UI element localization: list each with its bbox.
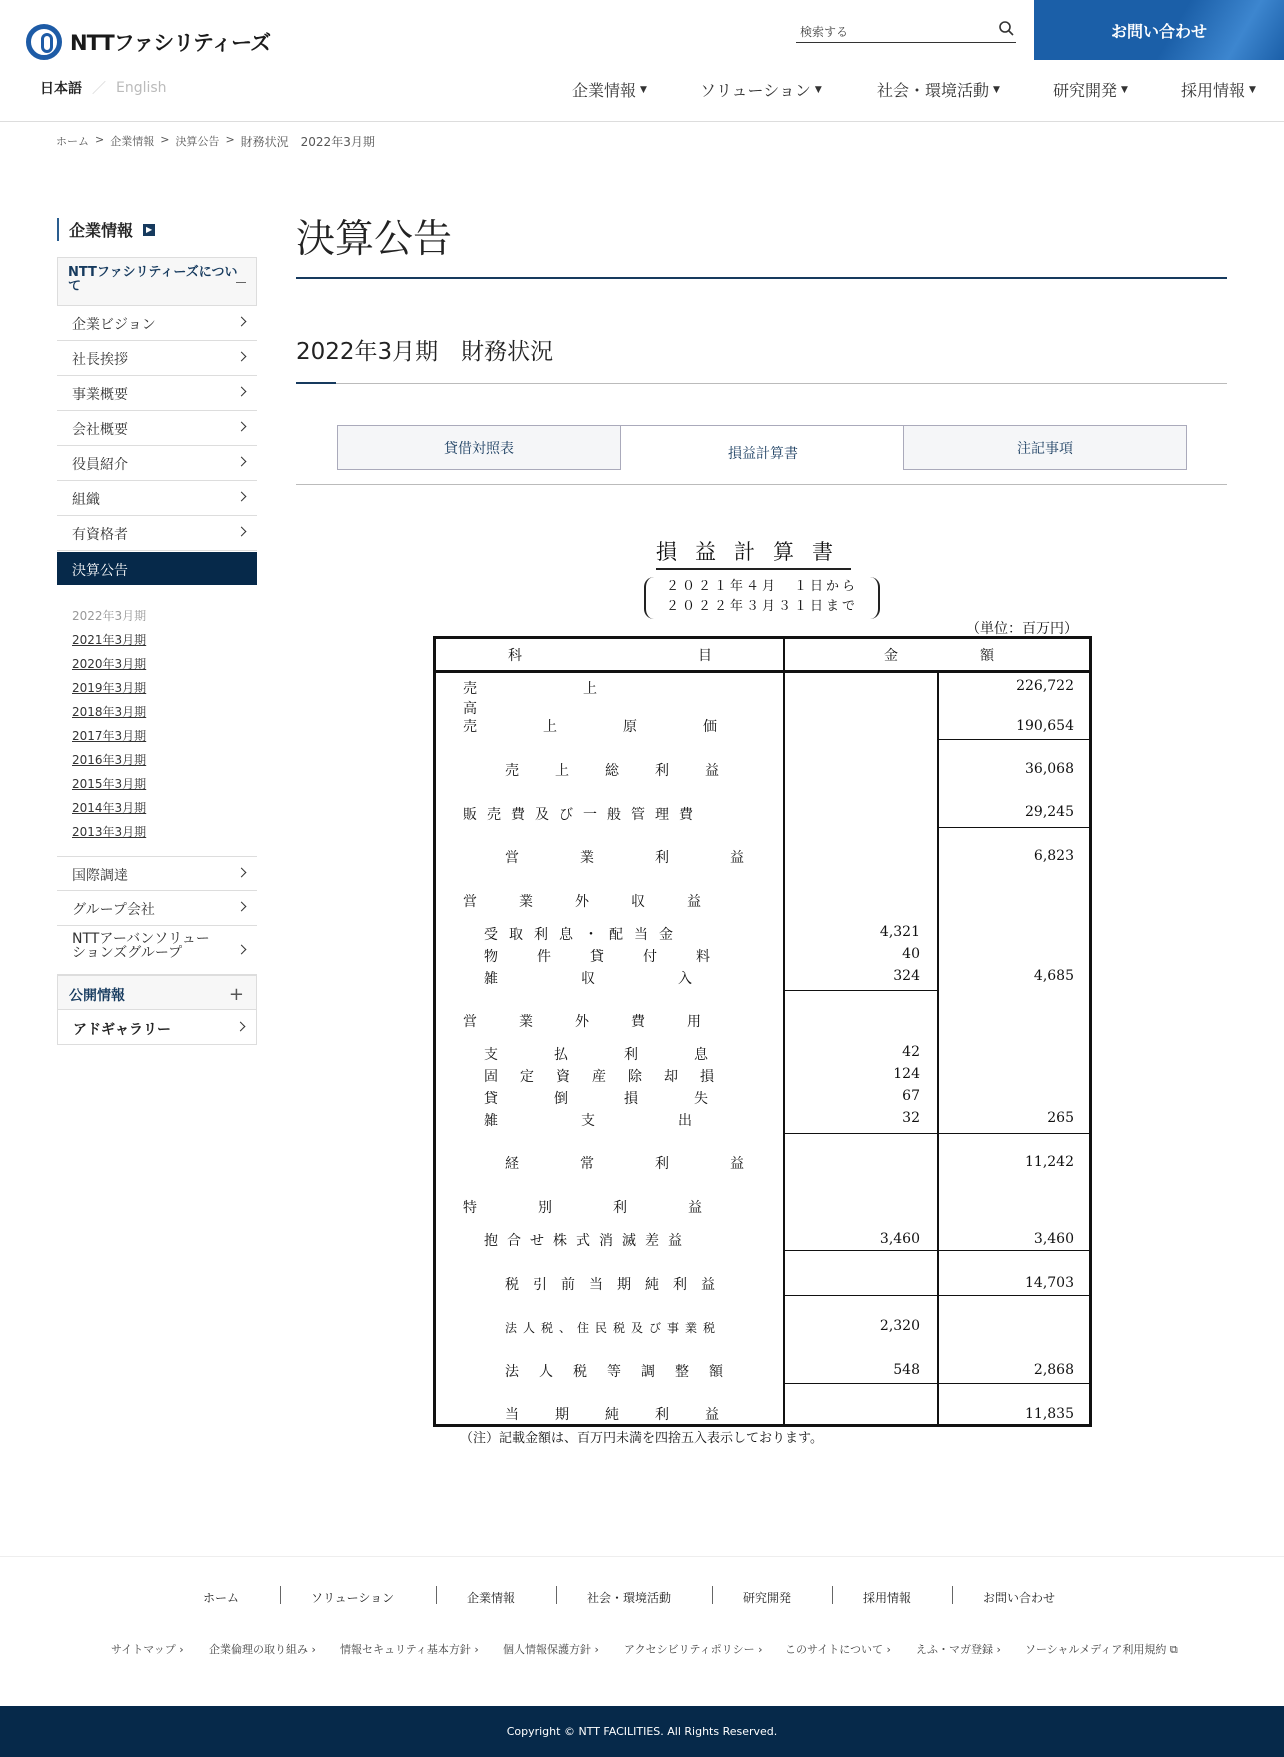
sidebar-item-label: 社長挨拶 (72, 352, 128, 368)
footer-nav-home[interactable]: ホーム (203, 1591, 240, 1605)
sidebar-item-label: 有資格者 (72, 527, 128, 543)
gnav-research[interactable] (1053, 78, 1128, 101)
sidebar-item-label: 決算公告 (72, 563, 128, 579)
site-logo[interactable] (26, 24, 270, 60)
sidebar-ad-gallery[interactable] (57, 1010, 257, 1045)
row-net-label: 当期純利益 (505, 1407, 755, 1423)
chevron-right-icon (237, 317, 247, 327)
footer-link-magazine[interactable] (916, 1641, 1001, 1657)
footer-link-label: サイトマップ (111, 1643, 176, 1656)
row-ext-label: 特別利益 (463, 1200, 763, 1216)
sidebar-about[interactable] (57, 257, 257, 306)
rule (784, 1383, 1090, 1384)
sidebar-public-label: 公開情報 (69, 988, 125, 1004)
sidebar-item-officers[interactable] (57, 446, 257, 481)
copyright-text: Copyright © NTT FACILITIES. All Rights Reserved. (506, 1725, 778, 1738)
rule (938, 739, 1090, 740)
label-text: 売上高 (463, 681, 703, 717)
header-rule (436, 670, 1089, 673)
footer-link-sitemap[interactable] (111, 1641, 184, 1657)
footer-nav-contact[interactable]: お問い合わせ (983, 1591, 1056, 1605)
ntt-logo-icon (26, 24, 62, 60)
net-total: 11,835 (1025, 1406, 1074, 1422)
sidebar-item-label: 組織 (72, 492, 100, 508)
taxadj-sub: 548 (893, 1362, 920, 1378)
language-switch (40, 78, 167, 98)
footer-link-label: ソーシャルメディア利用規約 (1025, 1643, 1167, 1656)
tab-divider (296, 484, 1227, 485)
caret-down-icon: ▼ (1121, 84, 1128, 95)
gnav-solution[interactable] (700, 78, 822, 101)
lang-divider: ／ (92, 81, 106, 97)
sidebar-adv-label: アドギャラリー (73, 1022, 171, 1038)
search-icon[interactable] (998, 20, 1014, 36)
sidebar-year-2015[interactable]: 2015年3月期 (72, 777, 147, 791)
rule (784, 1250, 1090, 1251)
breadcrumb-sep: > (160, 133, 170, 146)
col-rule-2 (937, 671, 939, 1424)
footer-nav-society[interactable]: 社会・環境活動 (587, 1591, 672, 1605)
sidebar-item-organization[interactable] (57, 481, 257, 516)
chevron-right-icon: › (996, 1643, 1001, 1656)
footer-nav-recruit[interactable]: 採用情報 (863, 1591, 912, 1605)
row-noe4-label: 雑支出 (484, 1113, 775, 1129)
row-cogs-label: 売上原価 (463, 719, 783, 735)
chevron-right-icon: › (179, 1643, 184, 1656)
sidebar-item-label: NTTアーバンソリューションズグループ (72, 931, 210, 961)
footer-nav-sep (712, 1586, 713, 1604)
sidebar-item-vision[interactable] (57, 306, 257, 341)
noi2-sub: 40 (902, 946, 920, 962)
ord-total: 11,242 (1025, 1154, 1074, 1170)
noe-total: 265 (1047, 1110, 1074, 1126)
col-header-amount-b: 額 (980, 648, 994, 664)
footer-link-ethics[interactable] (209, 1641, 316, 1657)
row-noe1-label: 支払利息 (484, 1047, 764, 1063)
sidebar-heading-label: 企業情報 (69, 221, 134, 240)
caret-down-icon: ▼ (640, 84, 647, 95)
footer-link-label: 個人情報保護方針 (503, 1643, 591, 1656)
noe2-sub: 124 (893, 1066, 920, 1082)
period-to: ２０２２年３月３１日まで (665, 599, 858, 614)
cogs-total: 190,654 (1016, 718, 1074, 734)
noe4-sub: 32 (902, 1110, 920, 1126)
rule (938, 827, 1090, 828)
tab-income-statement[interactable]: 損益計算書 (621, 425, 905, 469)
op-total: 6,823 (1033, 848, 1074, 864)
sidebar-item-message[interactable] (57, 341, 257, 376)
gnav-recruit[interactable] (1181, 78, 1256, 101)
search-input[interactable]: 検索する (800, 25, 849, 39)
gnav-label: 社会・環境活動 (877, 81, 990, 100)
noe1-sub: 42 (902, 1044, 920, 1060)
sidebar-year-2020[interactable]: 2020年3月期 (72, 657, 147, 671)
sidebar-item-label: 国際調達 (72, 868, 128, 884)
footer-nav-research[interactable]: 研究開発 (743, 1591, 792, 1605)
footer-link-label: えふ・マガ登録 (916, 1643, 993, 1656)
gnav-label: 採用情報 (1181, 81, 1246, 100)
logo-text: NTTファシリティーズ (70, 31, 271, 55)
footer-link-label: 企業倫理の取り組み (209, 1643, 308, 1656)
statement-unit: （単位：百万円） (966, 621, 1078, 637)
footer-nav-sep (832, 1586, 833, 1604)
chevron-right-icon: › (886, 1643, 891, 1656)
row-noe2-label: 固定資産除却損 (484, 1069, 736, 1085)
breadcrumb-corporate[interactable]: 企業情報 (110, 135, 155, 148)
chevron-right-icon (236, 1022, 246, 1032)
sidebar-year-2018[interactable]: 2018年3月期 (72, 705, 147, 719)
chevron-right-icon (237, 868, 247, 878)
sidebar-item-label: 企業ビジョン (72, 317, 156, 333)
breadcrumb-sep: > (95, 133, 105, 146)
sidebar-item-label: グループ会社 (72, 902, 155, 918)
search-field[interactable] (796, 20, 1016, 43)
sidebar-item-label: 役員紹介 (72, 457, 128, 473)
row-taxadj-label: 法人税等調整額 (505, 1364, 743, 1380)
gnav-label: 研究開発 (1053, 81, 1118, 100)
breadcrumb-sep: > (225, 133, 235, 146)
period-from: ２０２１年４月 １日から (665, 579, 858, 594)
noe3-sub: 67 (902, 1088, 920, 1104)
breadcrumb-current: 財務状況 2022年3月期 (240, 135, 375, 149)
chevron-right-icon (237, 527, 247, 537)
ext-total: 3,460 (1033, 1231, 1074, 1247)
sidebar-year-2014[interactable]: 2014年3月期 (72, 801, 147, 815)
title-divider (296, 277, 1227, 279)
breadcrumb-settlement[interactable]: 決算公告 (175, 135, 220, 148)
sga-total: 29,245 (1025, 804, 1074, 820)
footer-nav-sep (952, 1586, 953, 1604)
gnav-label: 企業情報 (572, 81, 637, 100)
row-noe3-label: 貸倒損失 (484, 1091, 764, 1107)
sidebar-about-label: NTTファシリティーズについて (68, 265, 238, 294)
noi1-sub: 4,321 (879, 924, 920, 940)
footer-link-security[interactable] (340, 1641, 479, 1657)
sidebar-year-2016[interactable]: 2016年3月期 (72, 753, 147, 767)
row-noi1-label: 受取利息・配当金 (484, 927, 684, 943)
row-gross-label: 売上総利益 (505, 763, 755, 779)
tax-sub: 2,320 (879, 1318, 920, 1334)
chevron-right-icon: › (594, 1643, 599, 1656)
sidebar-year-2021[interactable]: 2021年3月期 (72, 633, 147, 647)
gnav-label: ソリューション (700, 81, 811, 100)
noi3-sub: 324 (893, 968, 920, 984)
external-link-icon: ⧉ (1169, 1643, 1178, 1656)
row-noi2-label: 物件貸付料 (484, 949, 749, 965)
section-divider-accent (296, 382, 336, 384)
sidebar-item-business[interactable] (57, 376, 257, 411)
row-pre-label: 税引前当期純利益 (505, 1277, 729, 1293)
sidebar-year-2017[interactable]: 2017年3月期 (72, 729, 147, 743)
breadcrumb-home[interactable]: ホーム (56, 135, 89, 148)
contact-button[interactable]: お問い合わせ (1034, 0, 1284, 60)
col-header-amount-a: 金 (884, 648, 898, 664)
col-rule-1 (783, 639, 785, 1424)
gnav-corporate[interactable] (572, 78, 647, 101)
chevron-right-icon (237, 457, 247, 467)
footer-nav-sep (280, 1586, 281, 1604)
chevron-right-icon: › (758, 1643, 763, 1656)
sales-total: 226,722 (1016, 678, 1074, 694)
breadcrumb (56, 133, 375, 150)
minus-icon (236, 282, 246, 283)
section-divider (296, 383, 1227, 384)
sidebar-heading[interactable] (57, 218, 155, 241)
rule (784, 990, 937, 991)
sidebar-item-settlement[interactable] (57, 552, 257, 585)
sidebar-item-qualified[interactable] (57, 516, 257, 551)
lang-ja[interactable]: 日本語 (40, 81, 82, 97)
footer-link-accessibility[interactable] (624, 1641, 762, 1657)
copyright-bar (0, 1706, 1284, 1757)
chevron-right-icon (237, 492, 247, 502)
income-statement-table (433, 636, 1092, 1427)
statement-title: 損益計算書 (656, 536, 851, 570)
chevron-right-icon (237, 945, 247, 955)
chevron-right-icon (237, 387, 247, 397)
sidebar-year-2013[interactable]: 2013年3月期 (72, 825, 147, 839)
sidebar-item-label: 事業概要 (72, 387, 128, 403)
chevron-right-icon (237, 422, 247, 432)
sidebar-item-label: 会社概要 (72, 422, 128, 438)
row-noi-label: 営業外収益 (463, 894, 743, 910)
ext1-sub: 3,460 (879, 1231, 920, 1247)
arrow-right-box-icon: ▶ (143, 224, 155, 236)
gnav-society[interactable] (877, 78, 1000, 101)
col-header-item-a: 科 (508, 648, 522, 664)
footer-nav-sep (436, 1586, 437, 1604)
row-sales-label (463, 678, 737, 718)
row-noe-label: 営業外費用 (463, 1014, 743, 1030)
sidebar-item-profile[interactable] (57, 411, 257, 446)
caret-down-icon: ▼ (814, 84, 822, 95)
chevron-right-icon (237, 352, 247, 362)
statement-period (644, 577, 880, 619)
sidebar-item-procurement[interactable] (57, 856, 257, 891)
pre-total: 14,703 (1025, 1275, 1074, 1291)
footer-nav-corporate[interactable]: 企業情報 (467, 1591, 516, 1605)
row-sga-label: 販売費及び一般管理費 (463, 807, 703, 823)
sidebar-public-info[interactable] (57, 975, 257, 1010)
gross-total: 36,068 (1025, 761, 1074, 777)
plus-icon: + (228, 984, 244, 1005)
chevron-right-icon (237, 902, 247, 912)
row-tax-label: 法人税、住民税及び事業税 (505, 1321, 722, 1335)
chevron-right-icon: › (311, 1643, 316, 1656)
row-noi3-label: 雑収入 (484, 971, 775, 987)
row-ord-label: 経常利益 (505, 1156, 805, 1172)
sidebar-year-2022: 2022年3月期 (72, 609, 147, 623)
noi-total: 4,685 (1033, 968, 1074, 984)
page-title: 決算公告 (296, 217, 453, 262)
caret-down-icon: ▼ (1249, 84, 1256, 95)
chevron-right-icon: › (474, 1643, 479, 1656)
caret-down-icon: ▼ (993, 84, 1000, 95)
row-op-label: 営業利益 (505, 850, 805, 866)
footer-nav-sep (556, 1586, 557, 1604)
section-title: 2022年3月期 財務状況 (296, 339, 554, 365)
sidebar-item-urban[interactable] (57, 926, 257, 975)
footer-nav-solution[interactable]: ソリューション (311, 1591, 395, 1605)
footer-link-social[interactable] (1025, 1641, 1178, 1657)
rule (784, 1133, 1090, 1134)
footer-link-about-site[interactable] (785, 1641, 891, 1657)
tab-notes[interactable]: 注記事項 (903, 425, 1187, 470)
tab-balance-sheet[interactable]: 貸借対照表 (337, 425, 621, 470)
statement-note: （注）記載金額は、百万円未満を四捨五入表示しております。 (460, 1431, 823, 1446)
footer-link-label: 情報セキュリティ基本方針 (340, 1643, 471, 1656)
rule (784, 1295, 1090, 1296)
lang-en[interactable]: English (116, 80, 167, 96)
footer-link-label: このサイトについて (785, 1643, 884, 1656)
footer-link-label: アクセシビリティポリシー (624, 1643, 755, 1656)
footer-divider (0, 1556, 1284, 1557)
sidebar-item-group[interactable] (57, 891, 257, 926)
row-ext1-label: 抱合せ株式消滅差益 (484, 1233, 691, 1249)
footer-link-privacy[interactable] (503, 1641, 599, 1657)
taxadj-total: 2,868 (1033, 1362, 1074, 1378)
header-divider (0, 121, 1284, 122)
sidebar-year-2019[interactable]: 2019年3月期 (72, 681, 147, 695)
col-header-item-b: 目 (698, 648, 712, 664)
